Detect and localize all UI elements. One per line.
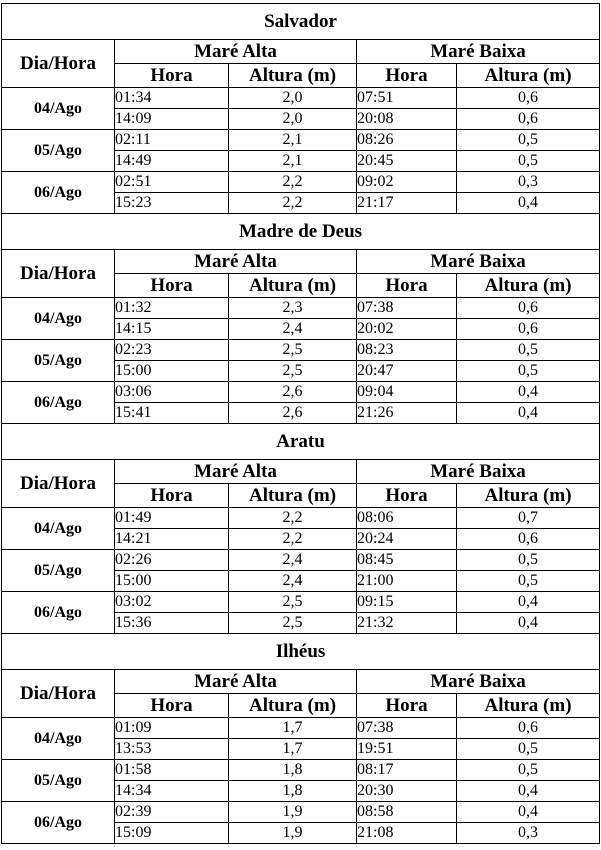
baixa-altura-cell: 0,4 (457, 382, 600, 403)
alta-altura-cell: 1,8 (229, 760, 357, 781)
baixa-hora-cell: 08:23 (357, 340, 457, 361)
baixa-hora-cell: 09:02 (357, 172, 457, 193)
day-cell: 06/Ago (2, 802, 115, 844)
baixa-altura-cell: 0,3 (457, 823, 600, 844)
city-row (2, 4, 600, 40)
table-row (2, 802, 600, 823)
baixa-altura-cell: 0,6 (457, 319, 600, 340)
baixa-altura-cell: 0,5 (457, 739, 600, 760)
dia-hora-header: Dia/Hora (2, 670, 115, 718)
alta-hora-cell: 01:49 (115, 508, 229, 529)
alta-hora-cell: 14:15 (115, 319, 229, 340)
day-cell: 04/Ago (2, 508, 115, 550)
baixa-hora-cell: 19:51 (357, 739, 457, 760)
alta-altura-cell: 2,5 (229, 361, 357, 382)
alta-hora-cell: 14:09 (115, 109, 229, 130)
alta-hora-cell: 15:23 (115, 193, 229, 214)
baixa-hora-cell: 08:06 (357, 508, 457, 529)
baixa-hora-cell: 21:26 (357, 403, 457, 424)
baixa-hora-cell: 08:45 (357, 550, 457, 571)
baixa-altura-cell: 0,5 (457, 340, 600, 361)
alta-altura-cell: 2,2 (229, 193, 357, 214)
alta-altura-cell: 1,9 (229, 823, 357, 844)
baixa-altura-cell: 0,5 (457, 550, 600, 571)
tide-tables (1, 3, 599, 844)
day-cell: 04/Ago (2, 718, 115, 760)
alta-altura-cell: 2,2 (229, 172, 357, 193)
day-cell: 05/Ago (2, 550, 115, 592)
table-row (2, 340, 600, 361)
table-row (2, 760, 600, 781)
table-row (2, 130, 600, 151)
alta-hora-cell: 15:41 (115, 403, 229, 424)
tide-table (1, 3, 600, 844)
mare-baixa-header: Maré Baixa (357, 40, 600, 64)
group-header-row (2, 460, 600, 484)
baixa-altura-cell: 0,6 (457, 109, 600, 130)
alta-hora-cell: 14:34 (115, 781, 229, 802)
alta-hora-cell: 15:09 (115, 823, 229, 844)
alta-altura-cell: 1,7 (229, 739, 357, 760)
table-row (2, 718, 600, 739)
mare-baixa-header: Maré Baixa (357, 460, 600, 484)
alta-altura-cell: 2,4 (229, 319, 357, 340)
baixa-altura-cell: 0,7 (457, 508, 600, 529)
city-row (2, 424, 600, 460)
baixa-hora-cell: 21:17 (357, 193, 457, 214)
mare-alta-header: Maré Alta (115, 460, 357, 484)
baixa-hora-cell: 21:08 (357, 823, 457, 844)
baixa-hora-cell: 07:38 (357, 718, 457, 739)
hora-header: Hora (115, 484, 229, 508)
alta-altura-cell: 2,3 (229, 298, 357, 319)
baixa-hora-cell: 07:51 (357, 88, 457, 109)
alta-hora-cell: 02:51 (115, 172, 229, 193)
mare-baixa-header: Maré Baixa (357, 670, 600, 694)
alta-hora-cell: 01:34 (115, 88, 229, 109)
alta-altura-cell: 2,4 (229, 571, 357, 592)
dia-hora-header: Dia/Hora (2, 250, 115, 298)
baixa-hora-cell: 21:00 (357, 571, 457, 592)
baixa-altura-cell: 0,6 (457, 298, 600, 319)
baixa-altura-cell: 0,5 (457, 130, 600, 151)
alta-hora-cell: 01:09 (115, 718, 229, 739)
alta-altura-cell: 2,0 (229, 88, 357, 109)
alta-altura-cell: 2,6 (229, 403, 357, 424)
alta-altura-cell: 1,9 (229, 802, 357, 823)
baixa-altura-cell: 0,4 (457, 592, 600, 613)
dia-hora-header: Dia/Hora (2, 40, 115, 88)
baixa-altura-cell: 0,6 (457, 88, 600, 109)
alta-altura-cell: 1,8 (229, 781, 357, 802)
baixa-hora-cell: 09:15 (357, 592, 457, 613)
baixa-altura-cell: 0,6 (457, 529, 600, 550)
baixa-altura-cell: 0,3 (457, 172, 600, 193)
alta-hora-cell: 01:32 (115, 298, 229, 319)
baixa-altura-cell: 0,4 (457, 802, 600, 823)
altura-header: Altura (m) (457, 64, 600, 88)
city-title: Salvador (2, 4, 600, 40)
baixa-hora-cell: 08:58 (357, 802, 457, 823)
day-cell: 06/Ago (2, 382, 115, 424)
day-cell: 05/Ago (2, 760, 115, 802)
alta-hora-cell: 15:00 (115, 571, 229, 592)
alta-altura-cell: 2,5 (229, 613, 357, 634)
alta-altura-cell: 2,5 (229, 340, 357, 361)
alta-hora-cell: 15:00 (115, 361, 229, 382)
table-row (2, 508, 600, 529)
alta-hora-cell: 01:58 (115, 760, 229, 781)
altura-header: Altura (m) (229, 694, 357, 718)
alta-hora-cell: 02:39 (115, 802, 229, 823)
group-header-row (2, 670, 600, 694)
table-row (2, 88, 600, 109)
hora-header: Hora (357, 274, 457, 298)
altura-header: Altura (m) (457, 274, 600, 298)
alta-altura-cell: 2,2 (229, 508, 357, 529)
hora-header: Hora (115, 64, 229, 88)
table-row (2, 592, 600, 613)
alta-hora-cell: 15:36 (115, 613, 229, 634)
alta-hora-cell: 02:26 (115, 550, 229, 571)
alta-altura-cell: 2,4 (229, 550, 357, 571)
alta-hora-cell: 02:23 (115, 340, 229, 361)
alta-hora-cell: 02:11 (115, 130, 229, 151)
table-row (2, 298, 600, 319)
day-cell: 05/Ago (2, 130, 115, 172)
alta-altura-cell: 2,1 (229, 130, 357, 151)
altura-header: Altura (m) (457, 484, 600, 508)
dia-hora-header: Dia/Hora (2, 460, 115, 508)
baixa-hora-cell: 20:02 (357, 319, 457, 340)
alta-hora-cell: 13:53 (115, 739, 229, 760)
baixa-altura-cell: 0,4 (457, 781, 600, 802)
baixa-altura-cell: 0,4 (457, 613, 600, 634)
mare-alta-header: Maré Alta (115, 40, 357, 64)
group-header-row (2, 40, 600, 64)
baixa-altura-cell: 0,4 (457, 403, 600, 424)
city-title: Madre de Deus (2, 214, 600, 250)
hora-header: Hora (115, 274, 229, 298)
city-row (2, 214, 600, 250)
baixa-hora-cell: 08:26 (357, 130, 457, 151)
table-row (2, 172, 600, 193)
mare-alta-header: Maré Alta (115, 670, 357, 694)
day-cell: 04/Ago (2, 298, 115, 340)
alta-altura-cell: 1,7 (229, 718, 357, 739)
baixa-hora-cell: 20:45 (357, 151, 457, 172)
alta-hora-cell: 14:49 (115, 151, 229, 172)
baixa-hora-cell: 20:30 (357, 781, 457, 802)
day-cell: 04/Ago (2, 88, 115, 130)
altura-header: Altura (m) (457, 694, 600, 718)
alta-altura-cell: 2,2 (229, 529, 357, 550)
baixa-hora-cell: 07:38 (357, 298, 457, 319)
table-row (2, 550, 600, 571)
altura-header: Altura (m) (229, 274, 357, 298)
alta-hora-cell: 14:21 (115, 529, 229, 550)
baixa-hora-cell: 08:17 (357, 760, 457, 781)
alta-altura-cell: 2,1 (229, 151, 357, 172)
baixa-altura-cell: 0,4 (457, 193, 600, 214)
altura-header: Altura (m) (229, 64, 357, 88)
alta-hora-cell: 03:06 (115, 382, 229, 403)
alta-altura-cell: 2,0 (229, 109, 357, 130)
group-header-row (2, 250, 600, 274)
alta-altura-cell: 2,5 (229, 592, 357, 613)
baixa-hora-cell: 20:24 (357, 529, 457, 550)
baixa-altura-cell: 0,5 (457, 361, 600, 382)
hora-header: Hora (357, 484, 457, 508)
baixa-hora-cell: 21:32 (357, 613, 457, 634)
altura-header: Altura (m) (229, 484, 357, 508)
day-cell: 06/Ago (2, 172, 115, 214)
baixa-altura-cell: 0,5 (457, 571, 600, 592)
baixa-altura-cell: 0,5 (457, 151, 600, 172)
baixa-hora-cell: 20:47 (357, 361, 457, 382)
hora-header: Hora (357, 64, 457, 88)
baixa-altura-cell: 0,5 (457, 760, 600, 781)
day-cell: 06/Ago (2, 592, 115, 634)
table-row (2, 382, 600, 403)
baixa-hora-cell: 20:08 (357, 109, 457, 130)
day-cell: 05/Ago (2, 340, 115, 382)
hora-header: Hora (115, 694, 229, 718)
alta-hora-cell: 03:02 (115, 592, 229, 613)
baixa-altura-cell: 0,6 (457, 718, 600, 739)
mare-alta-header: Maré Alta (115, 250, 357, 274)
hora-header: Hora (357, 694, 457, 718)
mare-baixa-header: Maré Baixa (357, 250, 600, 274)
city-title: Ilhéus (2, 634, 600, 670)
baixa-hora-cell: 09:04 (357, 382, 457, 403)
city-title: Aratu (2, 424, 600, 460)
city-row (2, 634, 600, 670)
alta-altura-cell: 2,6 (229, 382, 357, 403)
